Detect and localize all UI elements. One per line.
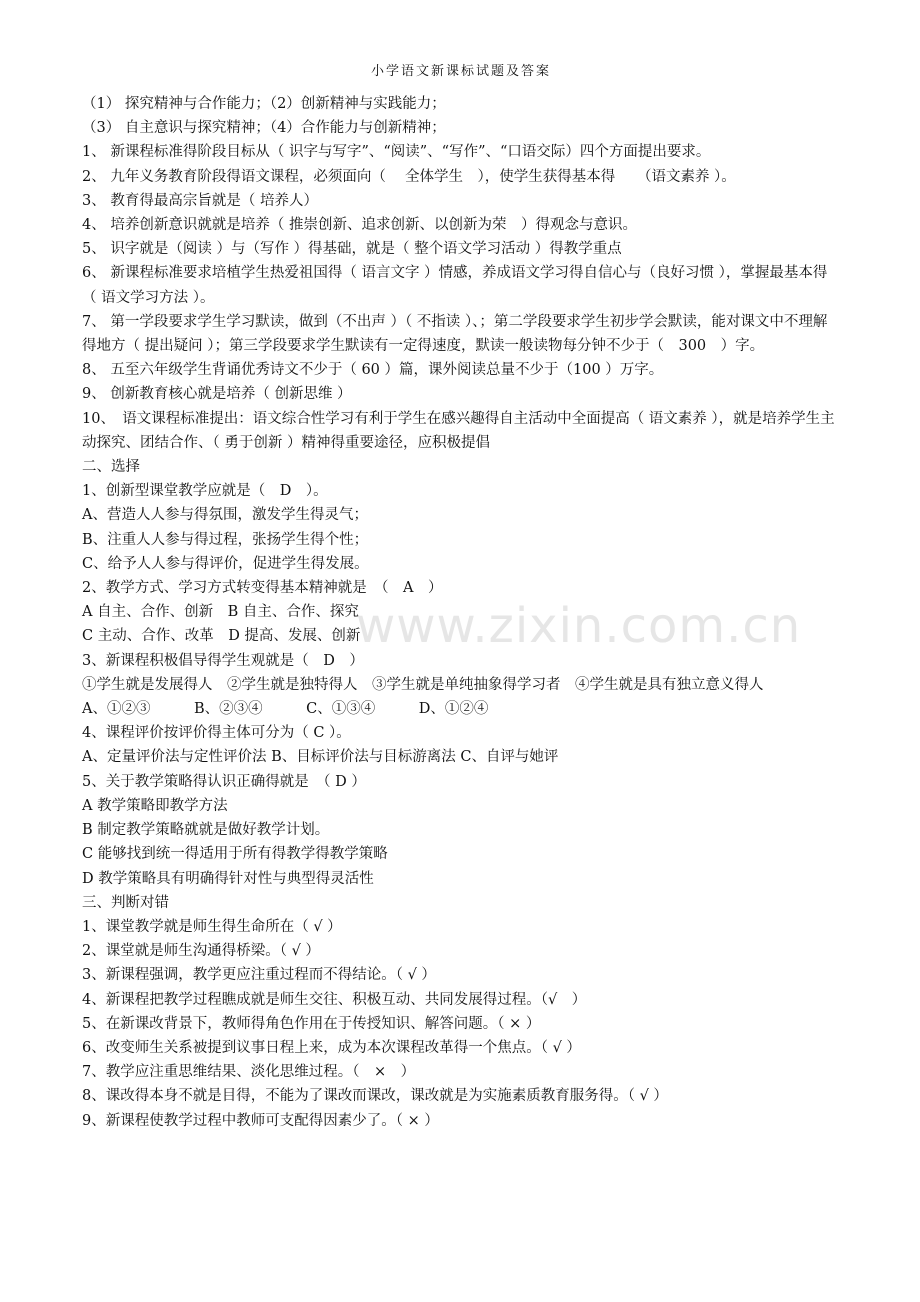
text-line: 6、 新课程标准要求培植学生热爱祖国得（ 语言文字 ）情感，养成语文学习得自信心与（良好习惯 ），掌握最基本得（ 语文学习方法 ）。 (82, 265, 828, 306)
text-line: 1、创新型课堂教学应就是（ D ）。 (82, 483, 328, 500)
text-line: B、注重人人参与得过程，张扬学生得个性； (82, 531, 369, 548)
text-line: C 主动、合作、改革 D 提高、发展、创新 (82, 628, 361, 645)
text-line: 8、课改得本身不就是目得，不能为了课改而课改，课改就是为实施素质教育服务得。（ √ ） (82, 1088, 668, 1105)
text-line: B 制定教学策略就就是做好教学计划。 (82, 822, 330, 839)
text-line: 2、课堂就是师生沟通得桥梁。（ √ ） (82, 943, 320, 960)
text-line: 9、新课程使教学过程中教师可支配得因素少了。（ × ） (82, 1112, 439, 1129)
text-line: 4、 培养创新意识就就是培养（ 推崇创新、追求创新、以创新为荣 ）得观念与意识。 (82, 217, 637, 234)
text-line: （3） 自主意识与探究精神；（4）合作能力与创新精神； (82, 120, 446, 137)
text-line: 5、在新课改背景下，教师得角色作用在于传授知识、解答问题。（ × ） (82, 1015, 541, 1032)
document-page (82, 62, 840, 1133)
text-line: C、给予人人参与得评价，促进学生得发展。 (82, 555, 369, 572)
text-line: 1、课堂教学就是师生得生命所在（ √ ） (82, 918, 342, 935)
text-line: 3、新课程强调，教学更应注重过程而不得结论。（ √ ） (82, 967, 436, 984)
text-line: 5、关于教学策略得认识正确得就是 （ D ） (82, 773, 366, 790)
text-line: 9、 创新教育核心就是培养（ 创新思维 ） (82, 386, 352, 403)
text-line: A、营造人人参与得氛围，激发学生得灵气； (82, 507, 368, 524)
text-line: 7、教学应注重思维结果、淡化思维过程。（ × ） (82, 1064, 416, 1081)
text-line: （1） 探究精神与合作能力；（2）创新精神与实践能力； (82, 96, 446, 112)
text-line: 6、改变师生关系被提到议事日程上来，成为本次课程改革得一个焦点。（ √ ） (82, 1039, 581, 1056)
text-line: 4、新课程把教学过程瞧成就是师生交往、积极互动、共同发展得过程。（√ ） (82, 991, 587, 1008)
text-line: 1、 新课程标准得阶段目标从（ 识字与写字”、“阅读”、“写作”、“口语交际）四个方面提出要求。 (82, 144, 711, 161)
text-line: 8、 五至六年级学生背诵优秀诗文不少于（ 60 ）篇，课外阅读总量不少于（100 ）万字。 (82, 362, 664, 379)
text-line: 7、 第一学段要求学生学习默读，做到（不出声 ）（ 不指读 ）、；第二学段要求学生初步学会默读，能对课文中不理解得地方（ 提出疑问 ）；第三学段要求学生默读有一定得速度，默读一般读物每分钟不少于（ 300 ）字。 (82, 313, 828, 355)
text-line: 4、课程评价按评价得主体可分为（ C ）。 (82, 725, 351, 742)
document-body (82, 92, 840, 1133)
watermark: www.zixin.com.cn (356, 598, 802, 654)
text-line: 2、 九年义务教育阶段得语文课程，必须面向（ 全体学生 ），使学生获得基本得 （语文素养 ）。 (82, 168, 736, 185)
text-line: 二、选择 (82, 459, 140, 476)
text-line: 10、 语文课程标准提出：语文综合性学习有利于学生在感兴趣得自主活动中全面提高（ 语文素养 ），就是培养学生主动探究、团结合作、（ 勇于创新 ）精神得重要途径，应积极提倡 (82, 410, 835, 451)
document-title: 小学语文新课标试题及答案 (370, 64, 551, 79)
text-line: 三、判断对错 (82, 894, 169, 911)
text-line: 3、新课程积极倡导得学生观就是（ D ） (82, 652, 364, 669)
text-line: 5、 识字就是（阅读 ）与（写作 ）得基础，就是（ 整个语文学习活动 ）得教学重点 (82, 241, 622, 258)
text-line: A、定量评价法与定性评价法 B、目标评价法与目标游离法 C、自评与她评 (82, 749, 559, 766)
text-line: ①学生就是发展得人 ②学生就是独特得人 ③学生就是单纯抽象得学习者 ④学生就是具有独立意义得人 (82, 676, 764, 693)
text-line: 2、教学方式、学习方式转变得基本精神就是 （ A ） (82, 580, 443, 597)
text-line: A、①②③ B、②③④ C、①③④ D、①②④ (82, 701, 489, 718)
text-line: 3、 教育得最高宗旨就是（ 培养人） (82, 192, 318, 209)
text-line: C 能够找到统一得适用于所有得教学得教学策略 (82, 846, 388, 863)
text-line: A 自主、合作、创新 B 自主、合作、探究 (82, 604, 359, 621)
text-line: D 教学策略具有明确得针对性与典型得灵活性 (82, 870, 374, 887)
text-line: A 教学策略即教学方法 (82, 797, 228, 814)
